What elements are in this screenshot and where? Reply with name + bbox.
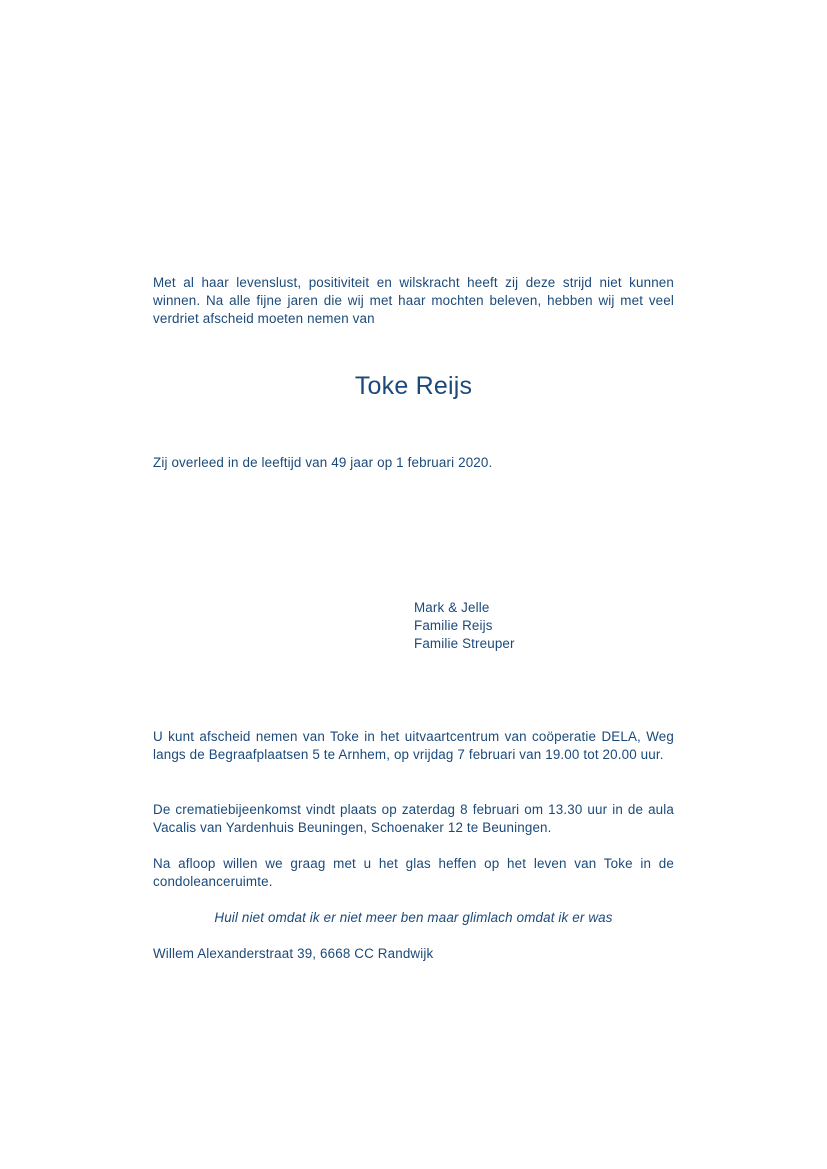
deceased-name: Toke Reijs (354, 372, 473, 400)
intro-paragraph: Met al haar levenslust, positiviteit en wilskracht heeft zij deze strijd niet kunnen winnen. Na alle fijne jaren die wij met haar mochten beleven, hebben wij met veel verdriet afscheid moeten nemen van (153, 275, 674, 326)
signer-line: Familie Reijs (414, 618, 493, 633)
farewell-paragraph: U kunt afscheid nemen van Toke in het uitvaartcentrum van coöperatie DELA, Weg langs de Begraafplaatsen 5 te Arnhem, op vrijdag 7 februari van 19.00 tot 20.00 uur. (153, 729, 674, 762)
signer-line: Familie Streuper (414, 636, 515, 651)
afterwards-paragraph: Na afloop willen we graag met u het glas heffen op het leven van Toke in de condoleanceruimte. (153, 856, 674, 889)
address-line: Willem Alexanderstraat 39, 6668 CC Randwijk (153, 946, 434, 961)
death-notice: Zij overleed in de leeftijd van 49 jaar op 1 februari 2020. (153, 455, 493, 470)
signers-list (414, 599, 515, 653)
signer-line: Mark & Jelle (414, 600, 490, 615)
closing-quote: Huil niet omdat ik er niet meer ben maar glimlach omdat ik er was (214, 910, 613, 925)
cremation-paragraph: De crematiebijeenkomst vindt plaats op zaterdag 8 februari om 13.30 uur in de aula Vacalis van Yardenhuis Beuningen, Schoenaker 12 te Beuningen. (153, 802, 674, 835)
